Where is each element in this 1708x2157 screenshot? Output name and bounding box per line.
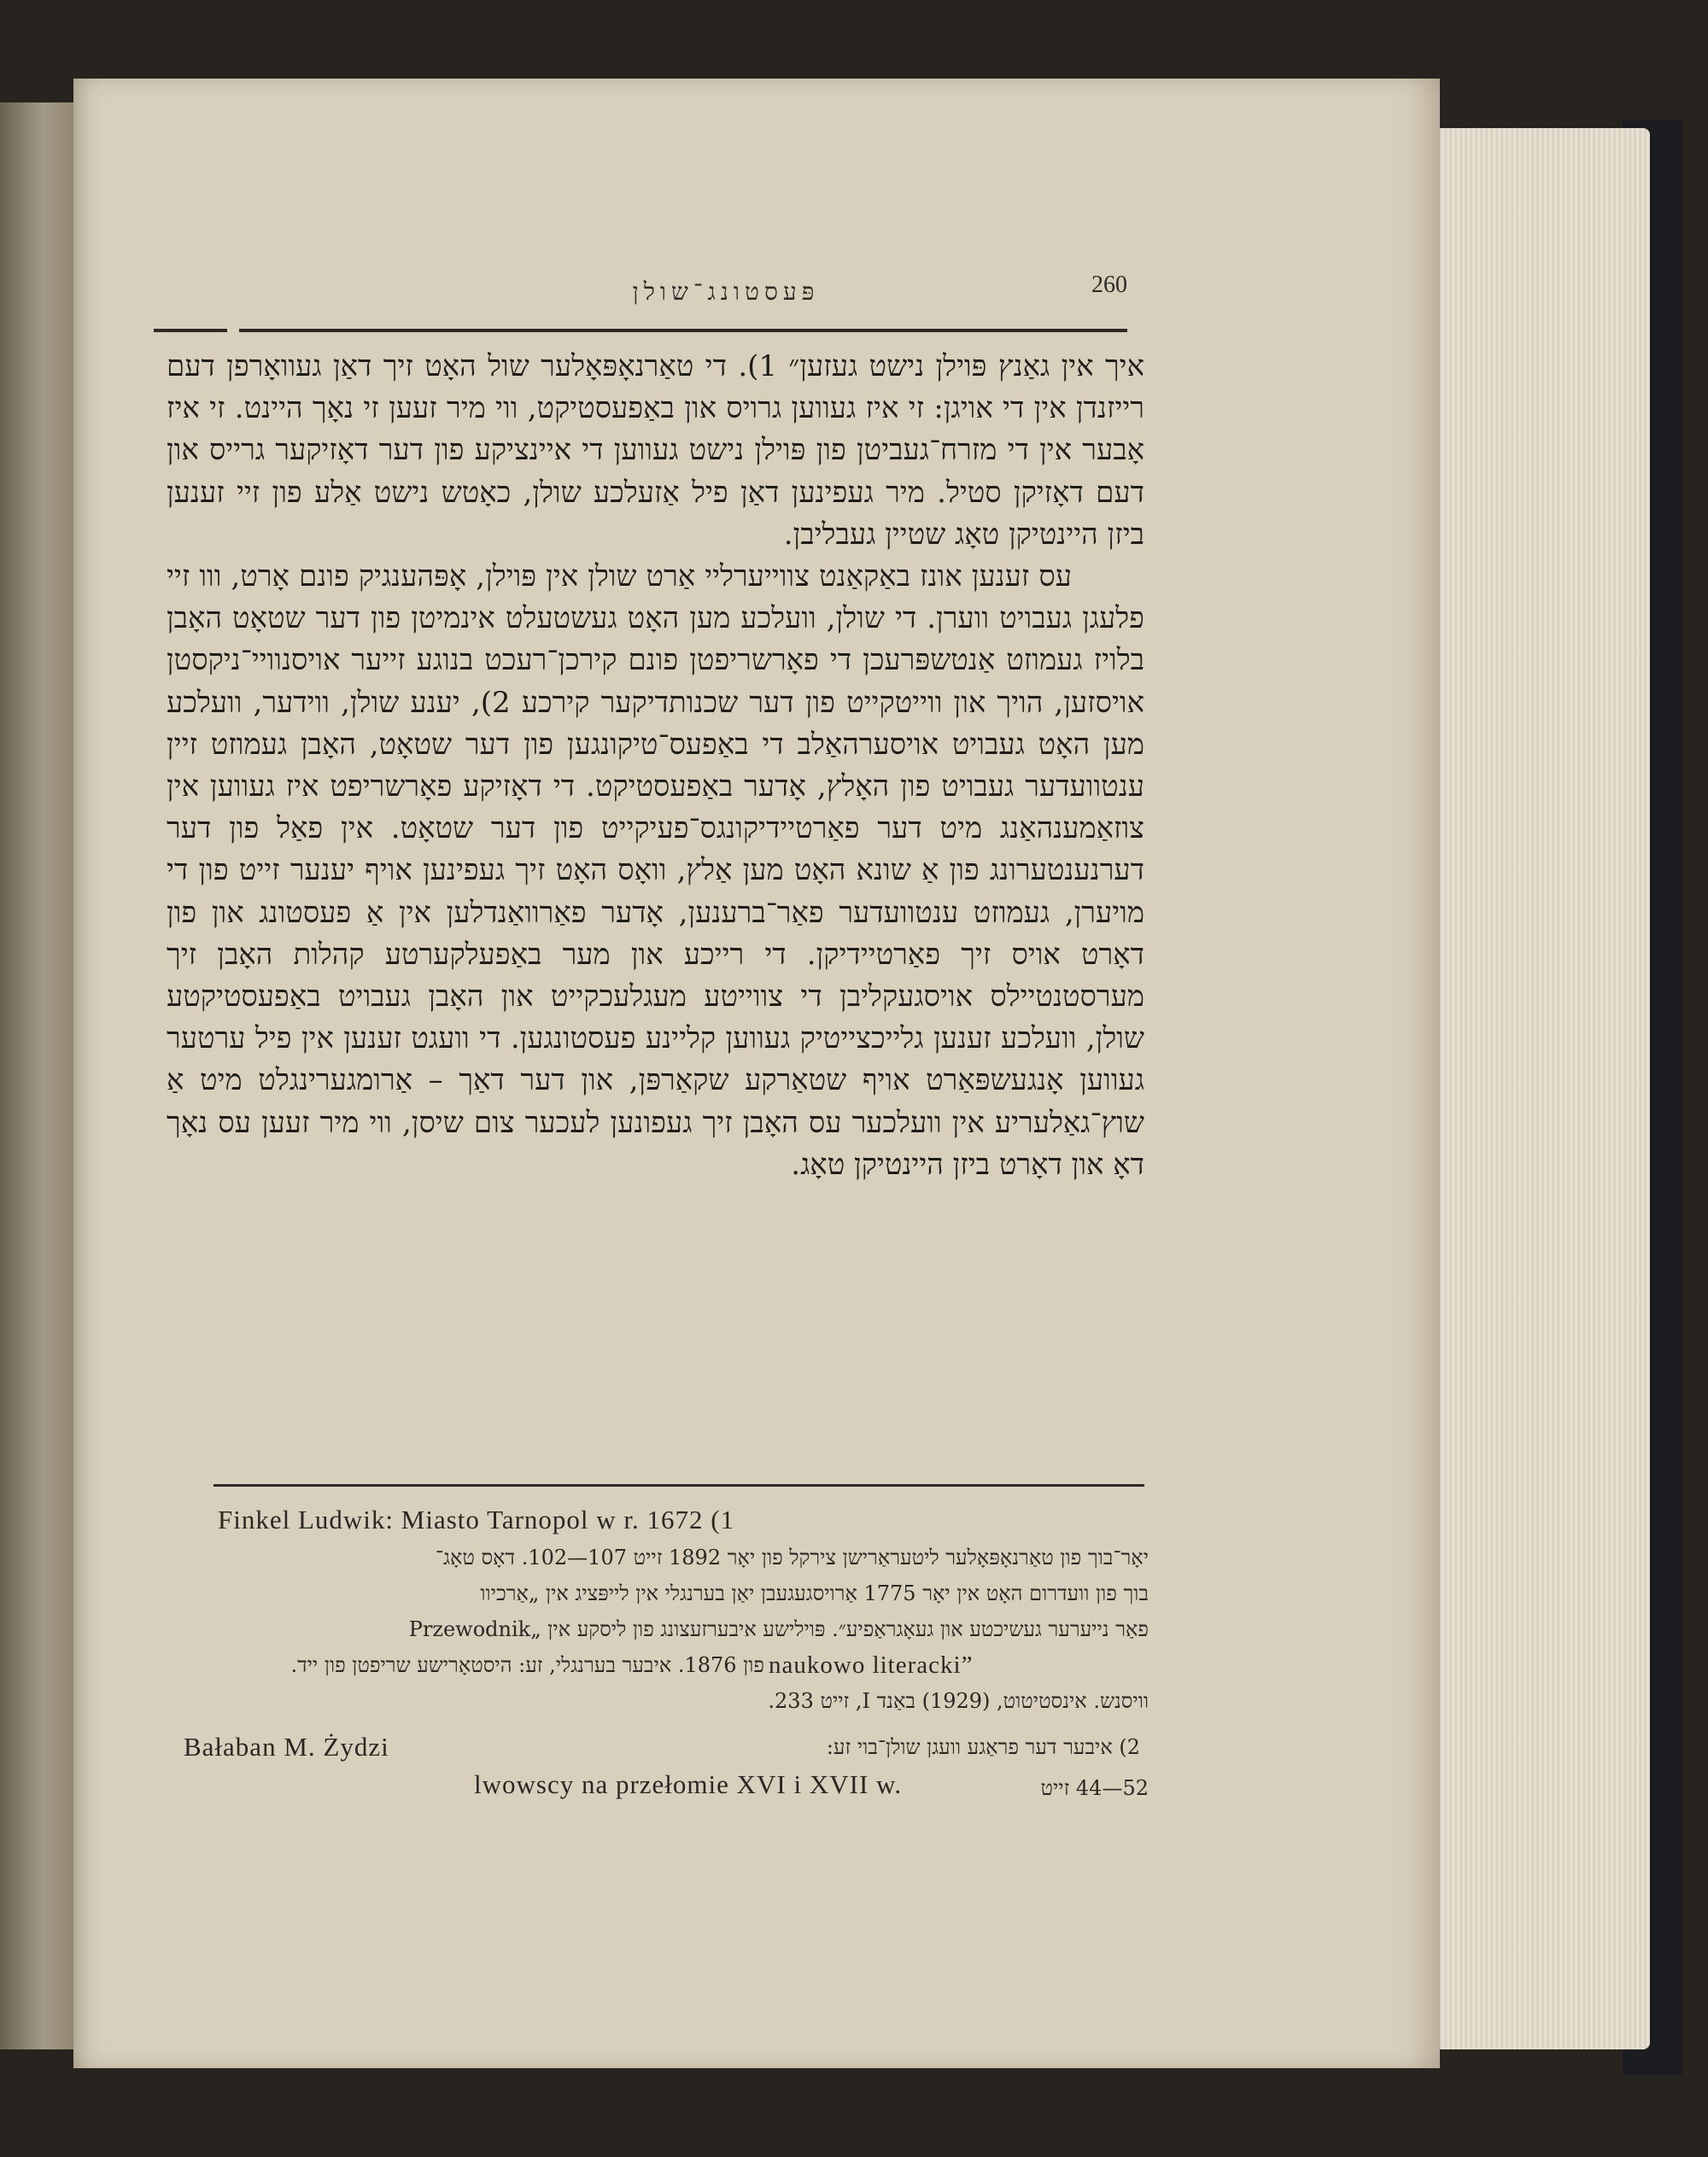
footnote-1-citation: Finkel Ludwik: Miasto Tarnopol w r. 1672 (1 — [218, 1505, 735, 1534]
footnote-2-text: 2) איבער דער פראַגע וועגן שולן־בוי זע: — [826, 1735, 1140, 1759]
footnote-2-citation-b: lwowscy na przełomie XVI i XVII w. — [474, 1769, 903, 1799]
footnote-1-line-3 — [175, 1575, 1149, 1611]
footnote-1-line-6 — [175, 1683, 1149, 1719]
header-rule — [154, 329, 1127, 332]
footnote-rule — [214, 1484, 1144, 1487]
page-number: 260 — [1091, 272, 1127, 298]
header-rule-gap — [227, 326, 239, 335]
footnote-1-text-3: בוך פון וועדרום האָט אין יאָר 1775 אַרויסגעגעבן יאַן בערנגלי אין לייפּציג אין „אַרכיוו — [480, 1581, 1149, 1605]
footnote-2-line-2 — [175, 1767, 1149, 1803]
footnote-1-text-2: יאָר־בוך פון טאַרנאָפּאָלער ליטעראַרישן צירקל פון יאָר 1892 זייט 107—102. דאָס טאָג־ — [435, 1546, 1149, 1570]
footnote-2-line-1 — [175, 1727, 1149, 1767]
footnote-1-latin-2: naukowo literacki” — [769, 1651, 974, 1679]
footnote-1-text-6: וויסנש. אינסטיטוט, (1929) באַנד I, זייט 233. — [768, 1689, 1149, 1713]
footnote-1-line-1 — [175, 1499, 1149, 1540]
footnotes — [175, 1499, 1149, 1803]
paragraph-1: איך אין גאַנץ פּוילן נישט געזען״ 1). די טאַרנאָפּאָלער שול האָט זיך דאַן געוואָרפן דעם רייזנדן אין די אויגן: זי איז געווען גרויס און באַפעסטיקט, ווי מיר זעען זי נאָך היינט. זי איז אָבער אין די מזרח־געביטן פון פּוילן נישט געווען די איינציקע פון דער דאָזיקער גרייס און דעם דאָזיקן סטיל. מיר געפינען דאַן פיל אַזעלכע שולן, כאָטש נישט אַלע פון זיי זענען ביזן היינטיקן טאָג שטיין געבליבן. — [167, 349, 1144, 552]
running-head — [154, 205, 1127, 307]
footnote-2-citation-a: Bałaban M. Żydzi — [184, 1732, 389, 1762]
paragraph-2: עס זענען אונז באַקאַנט צווייערליי אַרט שולן אין פּוילן, אָפּהענגיק פונם אָרט, ווו זיי פלעגן געבויט ווערן. די שולן, וועלכע מען האָט געשטעלט אינמיטן פון דער שטאָט האָבן בלויז געמוזט אַנטשפּרעכן די פאָרשריפטן פונם קירכן־רעכט בנוגע זייער אויסנוויי־ניקסטן אויסזען, הויך און ווייטקייט פון דער שכנותדיקער קירכע 2), יענע שולן, ווידער, וועלכע מען האָט געבויט אויסערהאַלב די באַפעס־טיקונגען פון דער שטאָט, האָבן געמוזט זיין ענטוועדער געבויט פון האָלץ, אָדער באַפעסטיקט. די דאָזיקע פאָרשריפט איז געווען אין צוזאַמענהאַנג מיט דער פאַרטיידיקונגס־פעיקייט פון דער שטאָט. אין פאַל פון דער דערנענטערונג פון אַ שונא האָט מען אַלץ, וואָס האָט זיך געפינען אויף יענער זייט פון די מויערן, געמוזט ענטוועדער פאַר־ברענען, אָדער פאַרוואַנדלען אין אַ פעסטונג און פון דאָרט אויס זיך פאַרטיידיקן. די רייכע און מער באַפעלקערטע קהלות האָבן זיך מערסטנטיילס אויסגעקליבן די צווייטע מעגלעכקייט און האָבן געבויט באַפעסטיקטע שולן, וועלכע זענען גלייכצייטיק געווען קליינע פעסטונגען. די וועגט זענען אין פיל ערטער געווען אָנגעשפּאַרט אויף שטאַרקע שקאַרפּן, און דער דאַך – אַרומגערינגלט מיט אַ שוץ־גאַלעריע אין וועלכער עס האָבן זיך געפונען לעכער צום שיסן, ווי מיר זעען עס נאָך דאָ און דאָרט ביזן היינטיקן טאָג. — [167, 559, 1145, 1182]
main-text — [167, 346, 1144, 1186]
footnote-1-line-4 — [175, 1611, 1149, 1647]
running-title: פּעסטונג־שולן — [632, 278, 820, 306]
footnote-2-pages: 52—44 זייט — [1040, 1776, 1149, 1800]
footnote-1-line-5 — [175, 1647, 1149, 1683]
footnote-1-text-5: פון 1876. איבער בערנגלי, זע: היסטאָרישע שריפטן פון ייד. — [290, 1653, 764, 1677]
facing-page-edge — [0, 102, 81, 2049]
footnote-1-line-2 — [175, 1540, 1149, 1575]
footnote-1-text-4: פאַר נייערער געשיכטע און געאָגראַפיע״. פּוילישע איבערזעצונג פון ליסקע אין „Przewodnik — [408, 1617, 1149, 1641]
